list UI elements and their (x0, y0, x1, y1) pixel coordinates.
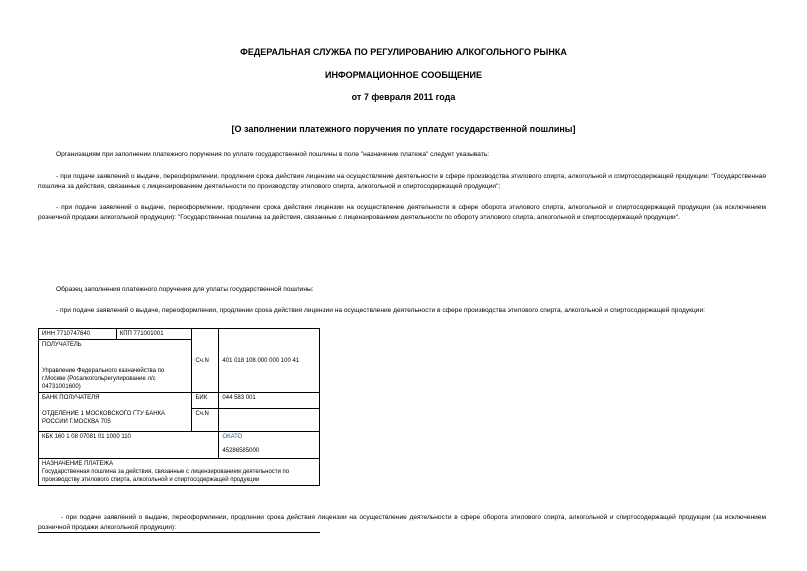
kpp-cell: КПП 771001001 (116, 329, 192, 340)
account-value-cell: 401 018 108 000 000 100 41 (219, 329, 320, 393)
kbk-cell: КБК 160 1 08 07081 01 1000 110 (39, 432, 219, 459)
recipient-name: Управление Федерального казначейства по г.Москве (Росалкогольрегулирование л/с 04731001600) (42, 368, 165, 390)
document-date: от 7 февраля 2011 года (351, 92, 456, 102)
bank-name: ОТДЕЛЕНИЕ 1 МОСКОВСКОГО ГТУ БАНКА РОССИИ Г.МОСКВА 705 (42, 411, 166, 425)
recipient-label: ПОЛУЧАТЕЛЬ (42, 342, 82, 348)
okato-value: 45286585000 (222, 448, 260, 454)
bik-value-cell: 044 583 001 (219, 393, 320, 409)
okato-cell (219, 432, 320, 459)
bank-cell (39, 393, 192, 432)
purpose-cell (39, 459, 320, 486)
sample-turnover-caption: - при подаче заявлений о выдаче, переоформлении, продлении срока действия лицензии на осуществление деятельности в сфере оборота этилового спирта, алкогольной и спиртосодержащей продукции (за исключением розничной продажи алкогольной продукции): (38, 514, 766, 531)
turnover-paragraph: - при подаче заявлений о выдаче, переоформлении, продлении срока действия лицензии на осуществление деятельности в сфере оборота этилового спирта, алкогольной и спиртосодержащей продукции (за исключением розничной продажи алкогольной продукции): "Государственная пошлина за действия, связанные с лицензированием деятельности по обороту этилового спирта, алкогольной и спиртосодержащей продукции". (38, 204, 766, 221)
bik-label-cell: БИК (192, 393, 219, 409)
recipient-cell (39, 340, 192, 393)
production-paragraph: - при подаче заявлений о выдаче, переоформлении, продлении срока действия лицензии на осуществление деятельности в сфере производства этилового спирта, алкогольной и спиртосодержащей продукции: "Государственная пошлина за действия, связанные с лицензированием деятельности по производству этилового спирта, алкогольной и спиртосодержащей продукции"; (38, 173, 766, 190)
corr-account-value-cell (219, 409, 320, 432)
okato-link[interactable]: ОКАТО (222, 434, 243, 440)
account-label-cell: Сч.N (192, 329, 219, 393)
sample-production-caption: - при подаче заявлений о выдаче, переоформлении, продлении срока действия лицензии на осуществление деятельности в сфере производства этилового спирта, алкогольной и спиртосодержащей продукции: (56, 307, 705, 314)
sample-intro: Образец заполнения платежного поручения для уплаты государственной пошлины: (56, 286, 314, 293)
inn-cell: ИНН 7710747640 (39, 329, 117, 340)
agency-title: ФЕДЕРАЛЬНАЯ СЛУЖБА ПО РЕГУЛИРОВАНИЮ АЛКОГОЛЬНОГО РЫНКА (240, 47, 567, 57)
document-type: ИНФОРМАЦИОННОЕ СООБЩЕНИЕ (325, 70, 482, 80)
intro-paragraph: Организациям при заполнении платежного поручения по уплате государственной пошлины в поле "назначение платежа" следует указывать: (56, 151, 490, 158)
document-subject: [О заполнении платежного поручения по уплате государственной пошлины] (231, 124, 576, 134)
payment-order-form (38, 328, 320, 486)
purpose-label: НАЗНАЧЕНИЕ ПЛАТЕЖА (42, 461, 114, 467)
corr-account-label-cell: Сч.N (192, 409, 219, 432)
bank-label: БАНК ПОЛУЧАТЕЛЯ (42, 395, 100, 401)
purpose-text: Государственная пошлина за действия, связанные с лицензированием деятельности по производству этилового спирта, алкогольной и спиртосодержащей продукции (42, 469, 290, 483)
form-bottom-rule (38, 532, 320, 533)
